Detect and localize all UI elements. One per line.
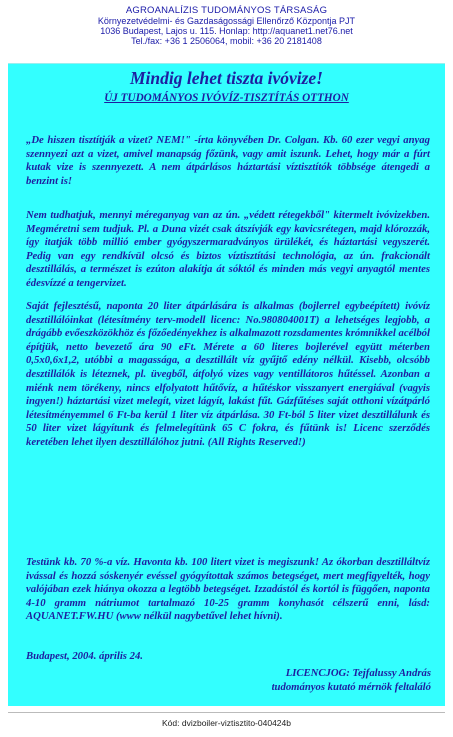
org-subtitle: Környezetvédelmi- és Gazdaságossági Ellenőrző Központja PJT bbox=[97, 16, 356, 26]
paragraph-distiller: Saját fejlesztésű, naponta 20 liter átpárlására is alkalmas (bojlerrel egybeépített) ivóvíz desztillálóinkat (létesítmény terv-modell licenc: No.980804001T) a lehetséges legjobb, a drágább evőeszközökhöz és főzőedényekhez is alkalmazott rozsdamentes krómnikkel acélból építjük, netto bevezető ára 90 eFt. Mérete a 60 literes bojlerével együtt méterben 0,5x0,6x1,2, utóbbi a magassága, a desztillált víz gyűjtő edény nélkül. Kisebb, olcsóbb desztillálók is léteznek, pl. üvegből, átfolyó vizes vagy ventillátoros hűtéssel. Azonban a miénk nem törékeny, nincs elfolyatott hűtővíz, a hűtéskor visszanyert energiával (vagyis ingyen!) háztartási vizet melegít, vizet lágyít, lakást fűt. Gázfűtéses saját otthoni vízátpárló létesítményemmel 6 Ft-ba kerül 1 liter víz átpárlása. 30 Ft-ból 5 liter vizet desztillálunk és 50 liter vizet lágyítunk és felmelegítünk 65 C fokra, és fűtünk is! Licenc szerződés keretében lehet ilyen desztillálóhoz jutni. (All Rights Reserved!) bbox=[26, 300, 430, 448]
article-title: Mindig lehet tiszta ivóvize! bbox=[130, 68, 323, 88]
org-contact: Tel./fax: +36 1 2506064, mobil: +36 20 2181408 bbox=[131, 36, 322, 46]
signature-name: LICENCJOG: Tejfalussy András bbox=[285, 667, 431, 679]
letterhead bbox=[0, 6, 453, 46]
document-code: Kód: dvizboiler-viztisztito-040424b bbox=[162, 718, 291, 728]
org-address: 1036 Budapest, Lajos u. 115. Honlap: http://aquanet1.net76.net bbox=[100, 26, 353, 36]
article-date: Budapest, 2004. április 24. bbox=[26, 650, 143, 662]
article-panel bbox=[8, 63, 445, 706]
article-subtitle: ÚJ TUDOMÁNYOS IVÓVÍZ-TISZTÍTÁS OTTHON bbox=[104, 92, 349, 104]
paragraph-health: Testünk kb. 70 %-a víz. Havonta kb. 100 litert vizet is megiszunk! Az ókorban desztilláltvíz ivással és hozzá sóskenyér evéssel gyógyítottak számos betegséget, mert megfigyelték, hogy valójában ezek hiánya okozza a legtöbb betegséget. Izzadástól és kortól is függően, naponta 4-10 gramm nátriumot tartalmazó 10-25 gramm konyhasót célszerű enni, lásd: AQUANET.FW.HU (www nélkül nagybetűvel lehet hívni). bbox=[26, 556, 430, 623]
signature-title: tudományos kutató mérnök feltaláló bbox=[271, 680, 431, 693]
paragraph-danube: Nem tudhatjuk, mennyi méreganyag van az ún. „védett rétegekből" kitermelt ivóvizekben. Megméretni sem tudjuk. Pl. a Duna vizét csak átszívják egy kavicsrétegen, majd klórozzák, így itatják több millió ember gyógyszermaradványos ürülékét, és háztartási vegyszerét. Pedig van egy rendkívül olcsó és biztos víztisztítási technológia, az ún. frakcionált desztillálás, a természet is ezúton alakítja át sóktól és minden más vegyi anyagtól mentes édesvízzé a tengervizet. bbox=[26, 209, 430, 289]
org-name: AGROANALÍZIS TUDOMÁNYOS TÁRSASÁG bbox=[125, 5, 328, 16]
footer-divider bbox=[8, 712, 445, 713]
signature-block bbox=[272, 667, 431, 694]
paragraph-intro: „De hiszen tisztítják a vizet? NEM!" -írta könyvében Dr. Colgan. Kb. 60 ezer vegyi anyag szennyezi azt a vizet, amivel manapság főzünk, vagy amit iszunk. Lehet, hogy már a fúrt kutak vize is szennyezett. A nem átpárlásos háztartási víztisztítók többsége átengedi a benzint is! bbox=[26, 134, 430, 187]
